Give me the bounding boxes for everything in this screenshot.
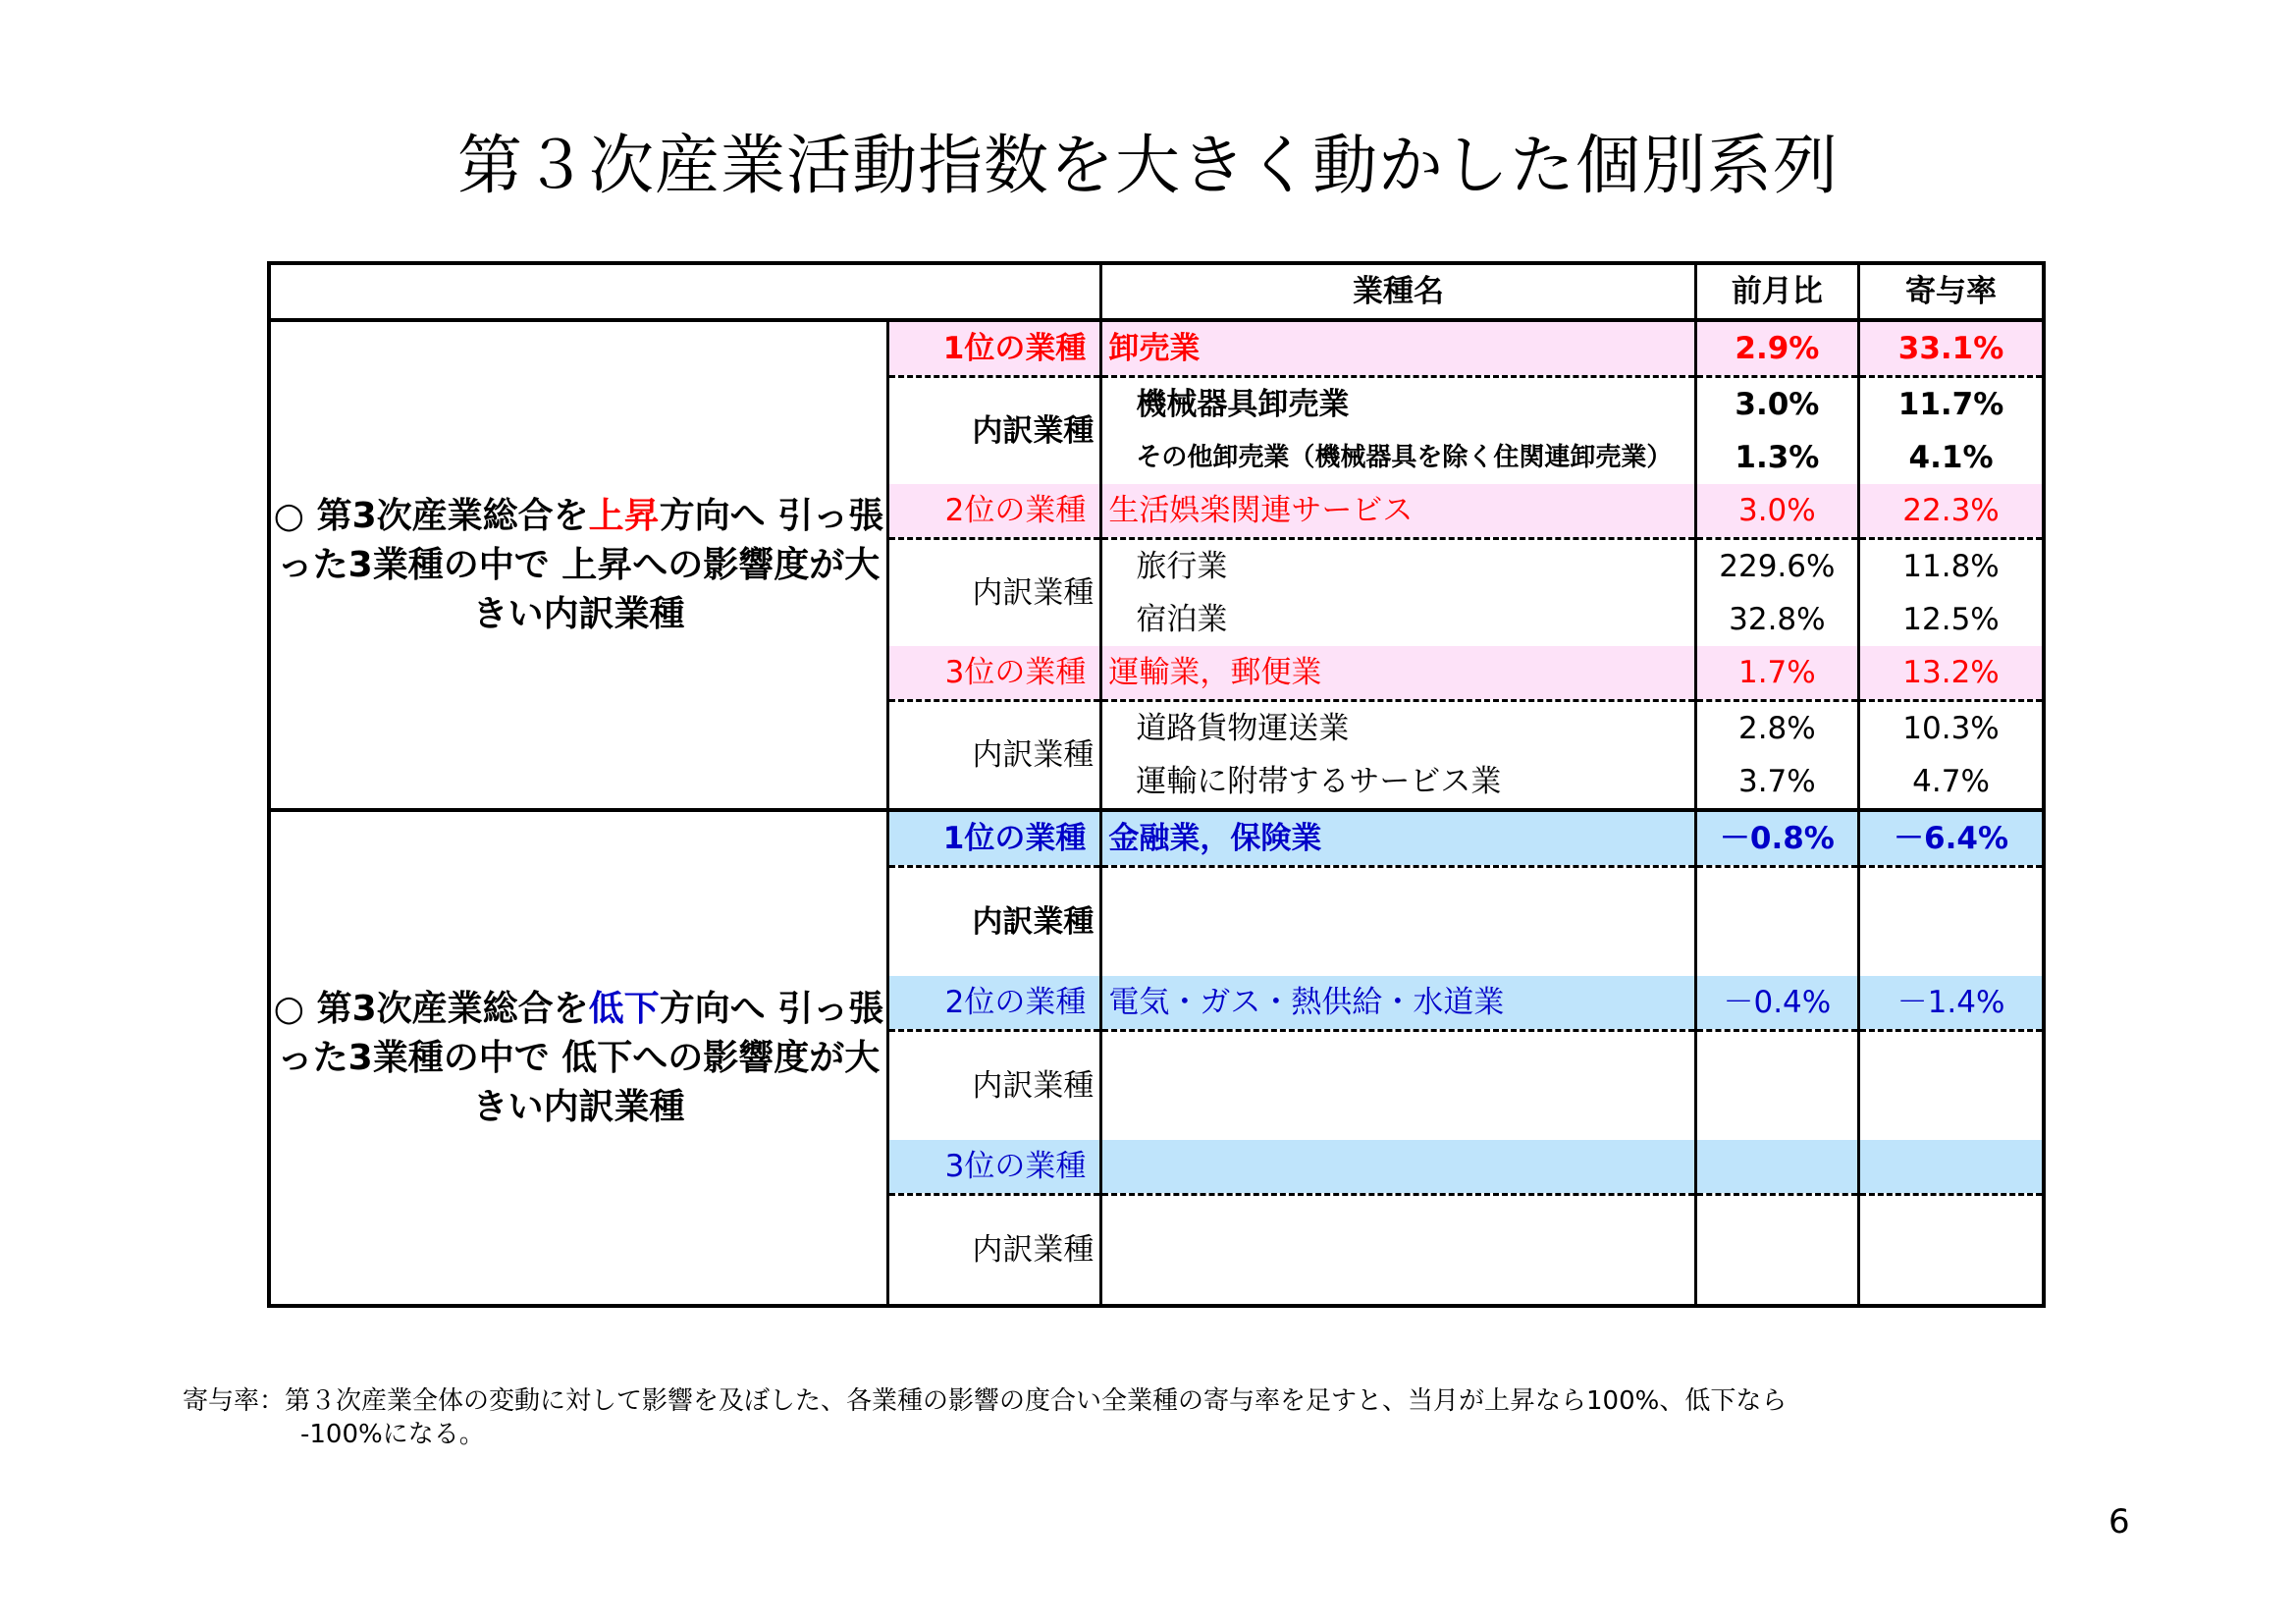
mom-value: －0.4%: [1695, 976, 1858, 1031]
footnote: [183, 1384, 1787, 1451]
sub-contribution-value: 4.7%: [1859, 755, 2044, 810]
rank-label: 2位の業種: [887, 976, 1100, 1031]
down-rank1-row: [269, 810, 2044, 867]
up-rank1-row: [269, 320, 2044, 377]
up-group-label: [269, 320, 887, 810]
rank-label: 3位の業種: [887, 1140, 1100, 1195]
mom-value: 3.0%: [1695, 484, 1858, 539]
footnote-line2: -100%になる。: [300, 1420, 485, 1449]
page-number: 6: [2109, 1502, 2130, 1542]
mom-value: [1695, 1140, 1858, 1195]
footnote-line1: 寄与率：第３次産業全体の変動に対して影響を及ぼした、各業種の影響の度合い全業種の寄与率を足すと、当月が上昇なら100%、低下なら: [183, 1386, 1788, 1416]
rank-label: 1位の業種: [887, 810, 1100, 867]
industry-table: [267, 261, 2046, 1308]
down-label-pre: ○ 第3次産業総合を: [273, 988, 589, 1029]
contribution-value: 33.1%: [1859, 320, 2044, 377]
industry-name: 運輸業，郵便業: [1101, 646, 1695, 701]
down-label-key: 低下: [588, 988, 660, 1029]
rank-label: 1位の業種: [887, 320, 1100, 377]
sub-mom-value: 229.6%: [1695, 539, 1858, 594]
sub-contribution-value: 12.5%: [1902, 602, 2000, 637]
page-title: 第３次産業活動指数を大きく動かした個別系列: [457, 128, 1839, 203]
sub-label: 内訳業種: [887, 1195, 1100, 1307]
contribution-value: [1859, 1140, 2044, 1195]
sub-contribution-empty: [1859, 1031, 2044, 1141]
sub-label: 内訳業種: [887, 867, 1100, 977]
industry-name: [1101, 1140, 1695, 1195]
sub-mom-value: 2.8%: [1695, 701, 1858, 756]
sub-industry-name: 道路貨物運送業: [1101, 701, 1695, 756]
sub-contribution-value: 11.7%: [1897, 387, 2004, 422]
industry-name: 電気・ガス・熱供給・水道業: [1101, 976, 1695, 1031]
down-group-label: [269, 810, 887, 1306]
header-contribution: 寄与率: [1859, 263, 2044, 320]
sub-label: 内訳業種: [887, 701, 1100, 811]
down-label-post: 方向へ 引っ張った3業種の中で 低下への影響度が大きい内訳業種: [277, 988, 884, 1127]
sub-contribution-empty: [1859, 1195, 2044, 1307]
sub-mom-empty: [1695, 1195, 1858, 1307]
industry-name: 卸売業: [1101, 320, 1695, 377]
sub-industry-empty: [1101, 1195, 1695, 1307]
contribution-value: 13.2%: [1859, 646, 2044, 701]
up-label-post: 方向へ 引っ張った3業種の中で 上昇への影響度が大きい内訳業種: [277, 495, 884, 634]
sub-industry-name: 旅行業: [1101, 539, 1695, 594]
header-industry: 業種名: [1101, 263, 1695, 320]
sub-contribution-value: 10.3%: [1902, 711, 2000, 746]
sub-mom-value: 3.0%: [1695, 377, 1858, 432]
sub-mom-value: 32.8%: [1695, 593, 1858, 646]
contribution-value: －1.4%: [1859, 976, 2044, 1031]
contribution-value: －6.4%: [1859, 810, 2044, 867]
industry-name: 金融業，保険業: [1101, 810, 1695, 867]
sub-label: 内訳業種: [887, 1031, 1100, 1141]
sub-industry-empty: [1101, 867, 1695, 977]
mom-value: 2.9%: [1695, 320, 1858, 377]
industry-name: 生活娯楽関連サービス: [1101, 484, 1695, 539]
sub-mom-empty: [1695, 1031, 1858, 1141]
up-label-pre: ○ 第3次産業総合を: [273, 495, 589, 536]
header-blank: [269, 263, 1101, 320]
sub-contribution-value: 4.1%: [1908, 440, 1994, 475]
mom-value: 1.7%: [1695, 646, 1858, 701]
contribution-value: 22.3%: [1859, 484, 2044, 539]
sub-industry-name: 運輸に附帯するサービス業: [1101, 755, 1695, 810]
sub-contribution-value: 11.8%: [1902, 549, 2000, 584]
sub-mom-value: 1.3%: [1695, 431, 1858, 484]
sub-industry-name: 機械器具卸売業: [1101, 377, 1695, 432]
sub-label: 内訳業種: [887, 539, 1100, 647]
sub-industry-name: その他卸売業（機械器具を除く住関連卸売業）: [1101, 431, 1695, 484]
sub-label: 内訳業種: [887, 377, 1100, 485]
up-label-key: 上昇: [588, 495, 660, 536]
header-mom: 前月比: [1695, 263, 1858, 320]
rank-label: 2位の業種: [887, 484, 1100, 539]
sub-industry-empty: [1101, 1031, 1695, 1141]
sub-industry-name: 宿泊業: [1101, 593, 1695, 646]
table-header-row: [269, 263, 2044, 320]
mom-value: －0.8%: [1695, 810, 1858, 867]
sub-contribution-empty: [1859, 867, 2044, 977]
sub-mom-empty: [1695, 867, 1858, 977]
sub-mom-value: 3.7%: [1695, 755, 1858, 810]
rank-label: 3位の業種: [887, 646, 1100, 701]
